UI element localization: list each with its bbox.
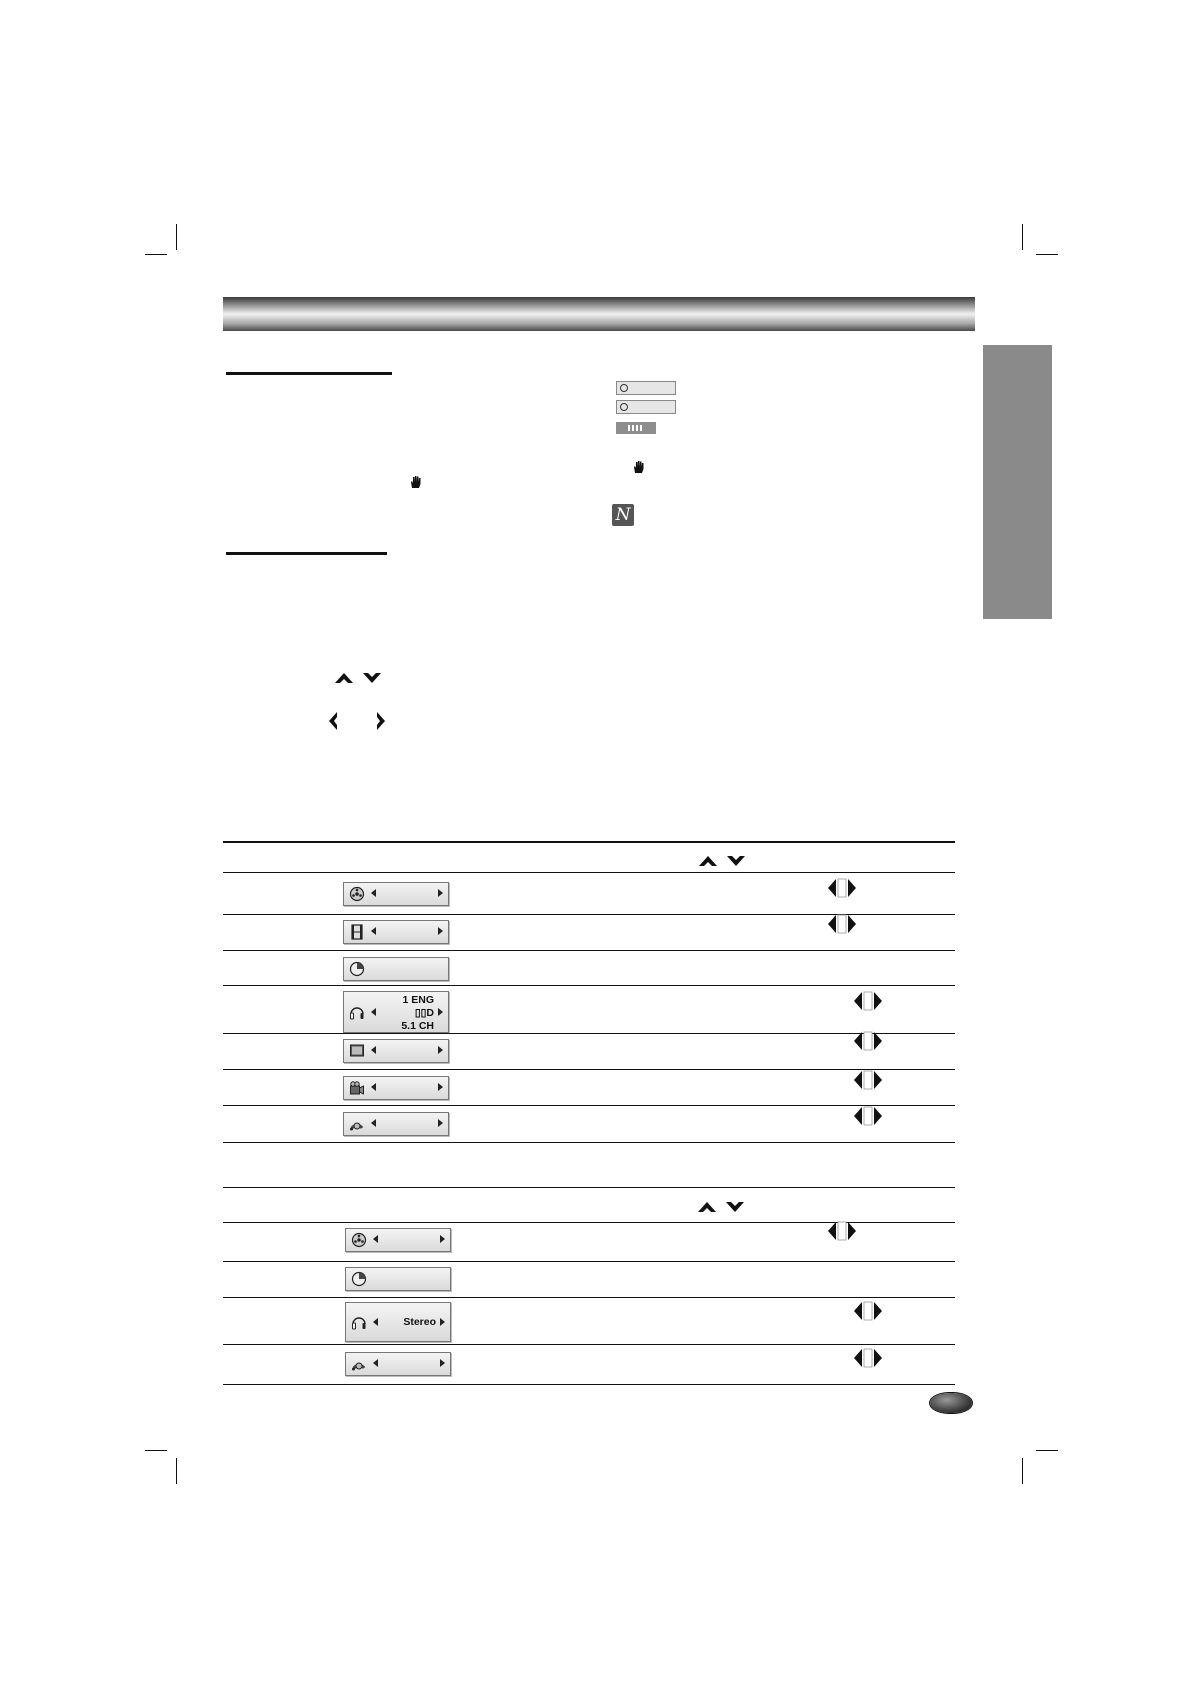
film-icon: [349, 924, 365, 940]
replay-icon: [620, 403, 628, 411]
replay-indicator: [616, 381, 676, 395]
page-number-badge: [930, 1393, 972, 1413]
left-arrow-icon: [371, 1046, 376, 1054]
left-arrow-icon: [373, 1359, 378, 1367]
crop-mark: [1036, 254, 1058, 255]
left-right-arrow-icons: [823, 913, 861, 935]
table-rule: [223, 1142, 955, 1143]
left-right-arrow-icons: [849, 990, 887, 1012]
clock-icon: [351, 1271, 367, 1287]
replay-icon: [620, 384, 628, 392]
left-arrow-icon: [371, 1008, 376, 1016]
crop-mark: [145, 1450, 167, 1451]
crop-mark: [1036, 1450, 1058, 1451]
note-icon: N: [612, 504, 634, 526]
right-arrow-icon: [438, 889, 443, 897]
left-right-arrow-icons: [849, 1347, 887, 1369]
left-right-arrow-icons: [849, 1105, 887, 1127]
table-rule: [223, 1033, 955, 1034]
pause-icon: [628, 425, 642, 431]
table-rule: [223, 1344, 955, 1345]
table-rule: [223, 872, 955, 873]
right-arrow-icon: [440, 1235, 445, 1243]
table-rule: [223, 1261, 955, 1262]
side-thumb-tab: [983, 345, 1052, 619]
table-rule: [223, 1187, 955, 1188]
down-arrow-button-icon: [361, 670, 383, 686]
right-arrow-icon: [438, 1083, 443, 1091]
crop-mark: [1022, 1458, 1023, 1484]
left-right-arrow-icons: [849, 1030, 887, 1052]
clock-icon: [349, 961, 365, 977]
table-rule: [223, 1105, 955, 1106]
headphone-icon: [351, 1314, 367, 1330]
osd-angle-selector: [343, 1076, 449, 1100]
left-right-arrow-icons: [849, 1300, 887, 1322]
right-arrow-icon: [438, 1046, 443, 1054]
osd-track-selector: [345, 1228, 451, 1252]
osd-audio-selector: [343, 991, 449, 1033]
osd-time-display: [345, 1267, 451, 1291]
disc-icon: [351, 1232, 367, 1248]
left-arrow-icon: [371, 927, 376, 935]
osd-sound-selector: [345, 1352, 451, 1376]
left-arrow-icon: [371, 1083, 376, 1091]
up-arrow-button-icon: [333, 670, 355, 686]
table-rule: [223, 985, 955, 986]
left-arrow-icon: [371, 889, 376, 897]
table-rule: [223, 1297, 955, 1298]
audio-channel-text: 5.1 CH: [401, 1020, 434, 1032]
heading-rule: [226, 552, 387, 555]
audio-format-text: ▯▯D: [414, 1007, 434, 1019]
left-arrow-icon: [373, 1235, 378, 1243]
pause-indicator: [616, 422, 656, 434]
osd-time-display: [343, 957, 449, 981]
table-rule: [223, 1069, 955, 1070]
osd-chapter-selector: [343, 920, 449, 944]
camera-icon: [349, 1080, 365, 1096]
audio-mode-text: Stereo: [403, 1316, 436, 1328]
left-right-arrow-icons: [823, 1220, 861, 1242]
right-arrow-icon: [438, 1119, 443, 1127]
speaker-icon: [351, 1356, 367, 1372]
crop-mark: [145, 254, 167, 255]
down-arrow-button-icon: [724, 1199, 746, 1215]
up-arrow-button-icon: [697, 853, 719, 869]
osd-subtitle-selector: [343, 1039, 449, 1063]
table-rule: [223, 950, 955, 951]
osd-title-selector: [343, 882, 449, 906]
heading-rule: [226, 372, 392, 375]
crop-mark: [176, 1458, 177, 1484]
right-arrow-icon: [440, 1359, 445, 1367]
left-right-arrow-icons: [327, 710, 387, 732]
table-rule: [223, 1384, 955, 1385]
down-arrow-button-icon: [725, 853, 747, 869]
table-rule: [223, 841, 955, 843]
crop-mark: [1022, 224, 1023, 250]
monitor-icon: [349, 1043, 365, 1059]
hand-stop-icon: [409, 475, 423, 489]
right-arrow-icon: [440, 1318, 445, 1326]
audio-language-text: 1 ENG: [402, 994, 434, 1006]
speaker-icon: [349, 1116, 365, 1132]
headphone-icon: [349, 1004, 365, 1020]
left-arrow-icon: [373, 1318, 378, 1326]
crop-mark: [176, 224, 177, 250]
replay-indicator: [616, 400, 676, 414]
up-arrow-button-icon: [696, 1199, 718, 1215]
left-right-arrow-icons: [823, 877, 861, 899]
left-right-arrow-icons: [849, 1069, 887, 1091]
section-header-bar: [223, 297, 975, 331]
left-arrow-icon: [371, 1119, 376, 1127]
osd-audio-selector: [345, 1302, 451, 1342]
osd-sound-selector: [343, 1112, 449, 1136]
hand-stop-icon: [632, 460, 646, 474]
right-arrow-icon: [438, 927, 443, 935]
right-arrow-icon: [438, 1008, 443, 1016]
disc-icon: [349, 886, 365, 902]
